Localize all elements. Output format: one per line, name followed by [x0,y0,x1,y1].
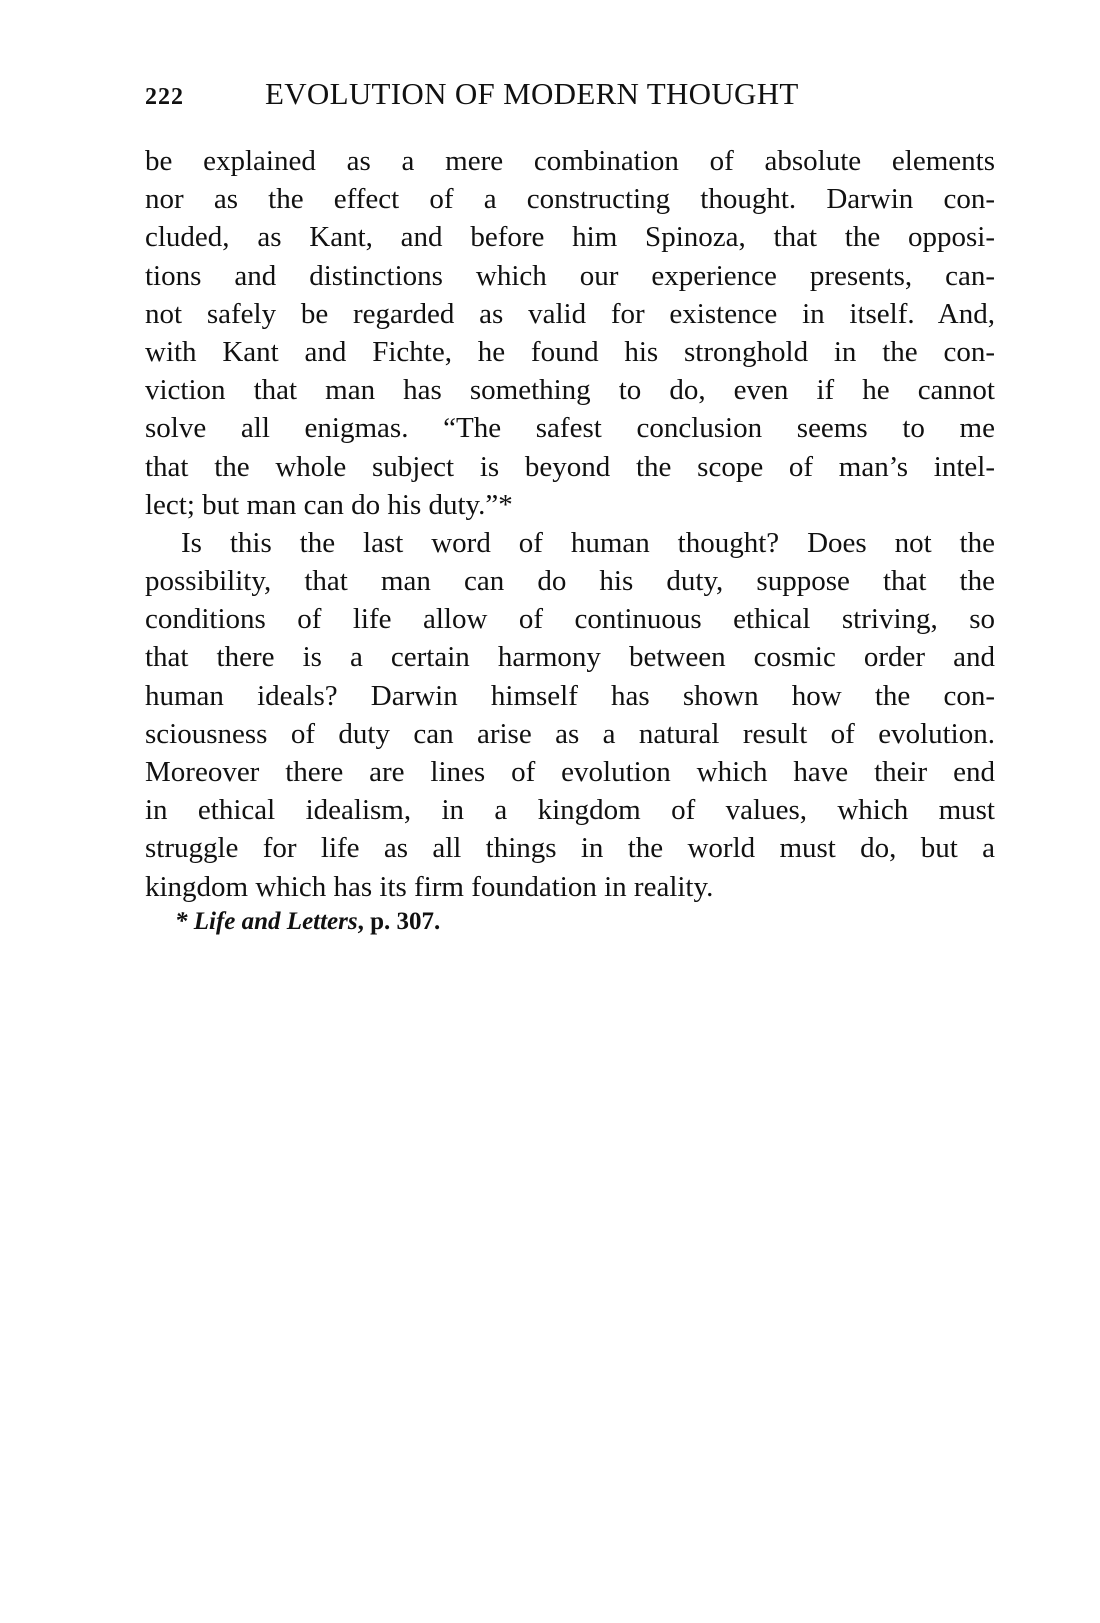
body-text [145,142,995,906]
text-line: kingdom which has its firm foundation in reality. [145,870,714,903]
text-line: lect; but man can do his duty.”* [145,488,513,521]
running-head [145,76,995,116]
text-line: not safely be regarded as valid for existence in itself. And, [145,297,995,330]
text-line: conditions of life allow of continuous ethical striving, so [145,603,995,636]
text-line: Moreover there are lines of evolution which have their end [145,756,995,788]
footnote-title: Life and Letters [193,908,358,935]
text-line: possibility, that man can do his duty, suppose that the [145,565,995,598]
text-line: in ethical idealism, in a kingdom of values, which must [145,794,995,827]
page-number: 222 [145,84,184,110]
text-line: Is this the last word of human thought? Does not the [181,526,995,559]
text-line: viction that man has something to do, even if he cannot [145,374,995,407]
text-line: solve all enigmas. “The safest conclusion seems to me [145,412,995,445]
text-line: sciousness of duty can arise as a natural result of evolution. [145,717,995,750]
paragraph-1 [145,142,995,524]
footnote [175,908,440,936]
text-line: that there is a certain harmony between cosmic order and [145,641,995,674]
text-line: tions and distinctions which our experience presents, can- [145,259,995,292]
text-line: nor as the effect of a constructing thought. Darwin con- [145,183,995,216]
footnote-marker: * [175,908,194,935]
text-line: struggle for life as all things in the world must do, but a [145,832,995,865]
text-line: human ideals? Darwin himself has shown how the con- [145,679,995,712]
text-line: be explained as a mere combination of absolute elements [145,145,995,177]
text-line: cluded, as Kant, and before him Spinoza, that the opposi- [145,221,995,254]
text-line: with Kant and Fichte, he found his stronghold in the con- [145,335,995,368]
footnote-page-ref: , p. 307. [357,908,441,935]
paragraph-2 [145,524,995,906]
text-line: that the whole subject is beyond the scope of man’s intel- [145,450,995,483]
running-title: EVOLUTION OF MODERN THOUGHT [265,76,799,111]
